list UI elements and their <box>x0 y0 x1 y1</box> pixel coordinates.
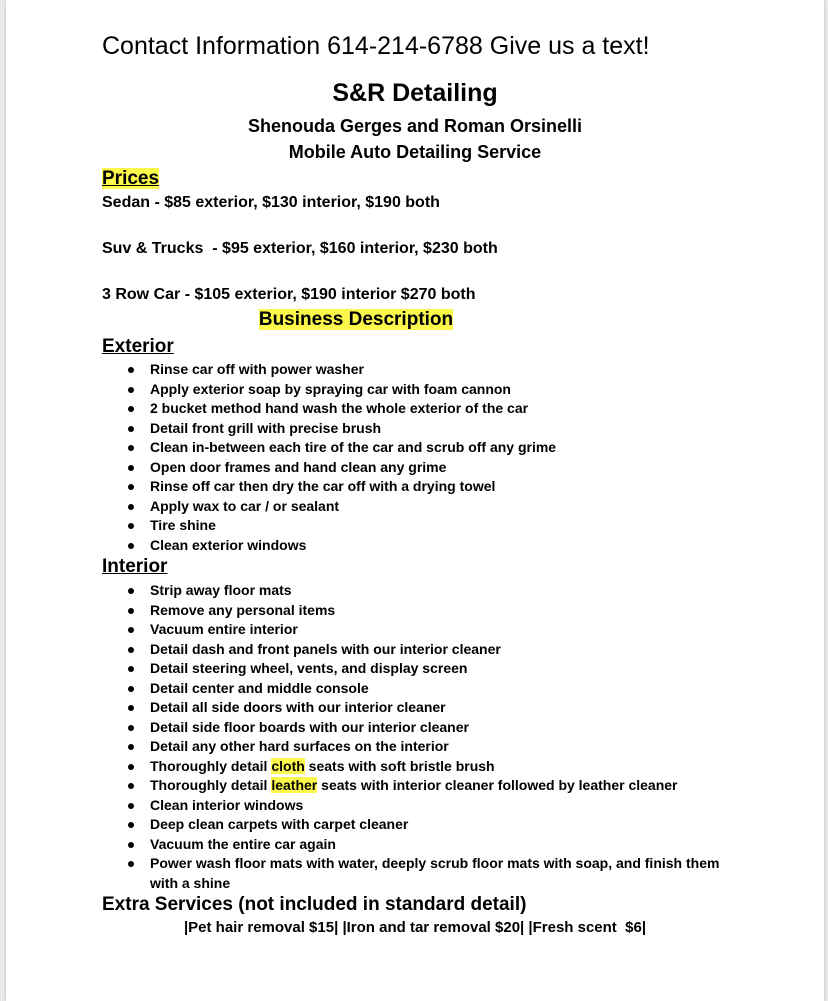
cloth-after: seats with soft bristle brush <box>304 757 495 774</box>
business-description-text: Business Description <box>258 309 454 330</box>
exterior-list <box>6 360 824 555</box>
list-item: Rinse car off with power washer <box>6 360 824 380</box>
list-item: Deep clean carpets with carpet cleaner <box>6 815 824 835</box>
list-item: Remove any personal items <box>6 601 824 621</box>
list-item: Detail any other hard surfaces on the interior <box>6 737 824 757</box>
list-item-cloth-seats <box>6 757 824 777</box>
price-3-row-car: 3 Row Car - $105 exterior, $190 interior $270 both <box>102 286 476 303</box>
list-item: Vacuum entire interior <box>6 620 824 640</box>
list-item: Detail side floor boards with our interior cleaner <box>6 718 824 738</box>
list-item: Tire shine <box>6 516 824 536</box>
list-item: Strip away floor mats <box>6 581 824 601</box>
business-title: S&R Detailing <box>332 79 498 107</box>
interior-heading: Interior <box>102 556 168 577</box>
list-item-leather-seats <box>6 776 824 796</box>
list-item: Clean interior windows <box>6 796 824 816</box>
prices-heading-text: Prices <box>102 168 160 189</box>
list-item: Detail center and middle console <box>6 679 824 699</box>
list-item: Power wash floor mats with water, deeply scrub floor mats with soap, and finish them with a shine <box>6 854 824 893</box>
leather-after: seats with interior cleaner followed by leather cleaner <box>317 777 678 793</box>
business-description-heading <box>6 309 706 331</box>
extra-services-heading: Extra Services (not included in standard detail) <box>102 894 527 915</box>
list-item: Clean in-between each tire of the car and scrub off any grime <box>6 438 824 458</box>
list-item: Apply exterior soap by spraying car with foam cannon <box>6 380 824 400</box>
list-item: Open door frames and hand clean any grime <box>6 458 824 478</box>
cloth-highlight: cloth <box>271 757 305 774</box>
document-page <box>6 0 824 1001</box>
price-sedan: Sedan - $85 exterior, $130 interior, $190 both <box>102 194 440 211</box>
prices-heading <box>102 168 159 190</box>
list-item: Detail all side doors with our interior cleaner <box>6 698 824 718</box>
price-suv-trucks: Suv & Trucks - $95 exterior, $160 interior, $230 both <box>102 240 498 257</box>
leather-before: Thoroughly detail <box>150 777 272 793</box>
cloth-before: Thoroughly detail <box>150 757 272 774</box>
list-item: Detail front grill with precise brush <box>6 419 824 439</box>
list-item: Detail steering wheel, vents, and display screen <box>6 659 824 679</box>
service-line: Mobile Auto Detailing Service <box>288 142 542 162</box>
extra-services-list: |Pet hair removal $15| |Iron and tar removal $20| |Fresh scent $6| <box>183 919 647 936</box>
list-item: Rinse off car then dry the car off with a drying towel <box>6 477 824 497</box>
interior-list <box>6 581 824 893</box>
list-item: 2 bucket method hand wash the whole exterior of the car <box>6 399 824 419</box>
contact-info: Contact Information 614-214-6788 Give us a text! <box>102 32 650 60</box>
owners-line: Shenouda Gerges and Roman Orsinelli <box>247 116 583 136</box>
list-item: Clean exterior windows <box>6 536 824 556</box>
exterior-heading: Exterior <box>102 336 174 357</box>
list-item: Apply wax to car / or sealant <box>6 497 824 517</box>
list-item: Detail dash and front panels with our interior cleaner <box>6 640 824 660</box>
list-item: Vacuum the entire car again <box>6 835 824 855</box>
leather-highlight: leather <box>271 777 318 793</box>
